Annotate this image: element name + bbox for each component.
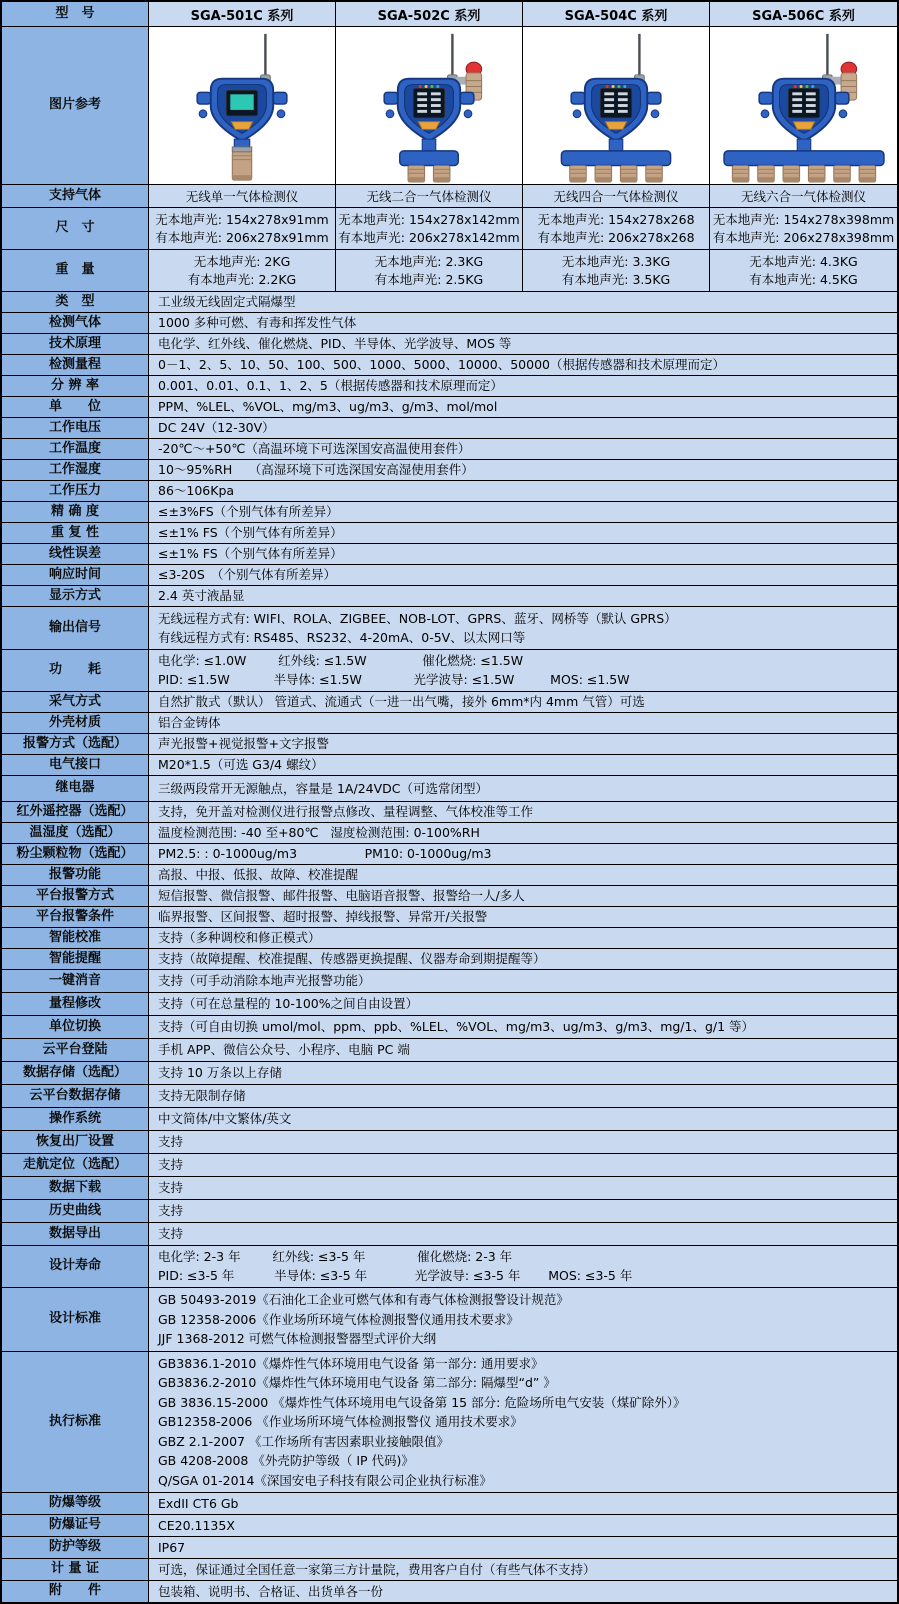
- row-value-line: PM2.5: : 0-1000ug/m3 PM10: 0-1000ug/m3: [158, 846, 492, 862]
- row-label: 计 量 证: [2, 1559, 149, 1580]
- row-value: [149, 802, 897, 822]
- row-value-line: IP67: [158, 1539, 186, 1555]
- row-label: 精 确 度: [2, 502, 149, 522]
- row-value-line: 支持: [158, 1134, 184, 1150]
- spec-row: [2, 1062, 897, 1085]
- row-value: [149, 1559, 897, 1580]
- row-label: 数据下载: [2, 1177, 149, 1199]
- row-value-line: 0.001、0.01、0.1、1、2、5（根据传感器和技术原理而定）: [158, 378, 503, 394]
- row-value: [149, 1352, 897, 1492]
- device-cell: [710, 27, 897, 184]
- row-value-line: 支持: [158, 1226, 184, 1242]
- row-value-line: 86～106Kpa: [158, 483, 235, 499]
- row-label: 温湿度（选配）: [2, 823, 149, 843]
- spec-row: [2, 844, 897, 865]
- spec-row: [2, 1493, 897, 1515]
- row-value: [149, 481, 897, 501]
- row-label: 一键消音: [2, 970, 149, 992]
- row-value-line: 短信报警、微信报警、邮件报警、电脑语音报警、报警给一人/多人: [158, 888, 525, 904]
- header-model-sga-502c: SGA-502C 系列: [336, 2, 523, 26]
- row-label: 采气方式: [2, 692, 149, 712]
- spec-row: [2, 802, 897, 823]
- spec-row: [2, 460, 897, 481]
- gas-detector-image-2: [336, 28, 522, 184]
- header-model-sga-506c: SGA-506C 系列: [710, 2, 897, 26]
- spec-row: [2, 970, 897, 993]
- spec-row: [2, 1223, 897, 1246]
- row-label: 恢复出厂设置: [2, 1131, 149, 1153]
- row-value: [149, 523, 897, 543]
- row-label: 图片参考: [2, 27, 149, 184]
- spec-row: [2, 292, 897, 313]
- row-value-line: JJF 1368-2012 可燃气体检测报警器型式评价大纲: [158, 1331, 437, 1347]
- row-value: [149, 292, 897, 312]
- row-value-line: 支持 10 万条以上存储: [158, 1065, 282, 1081]
- row-value-line: 临界报警、区间报警、超时报警、掉线报警、异常开/关报警: [158, 909, 488, 925]
- row-value-line: 声光报警+视觉报警+文字报警: [158, 736, 329, 752]
- row-label: 响应时间: [2, 565, 149, 585]
- row-label: 防护等级: [2, 1537, 149, 1558]
- row-label: 工作湿度: [2, 460, 149, 480]
- row-value-line: 电化学: ≤1.0W 红外线: ≤1.5W 催化燃烧: ≤1.5W: [158, 653, 524, 669]
- row-value: [149, 1016, 897, 1038]
- row-value-line: 0－1、2、5、10、50、100、500、1000、5000、10000、50000（根据传感器和技术原理而定）: [158, 357, 725, 373]
- row-value-line: 三级两段常开无源触点，容量是 1A/24VDC（可选常闭型）: [158, 780, 488, 796]
- spec-row: [2, 376, 897, 397]
- row-value: [149, 1288, 897, 1351]
- row-value: [149, 1246, 897, 1287]
- model-value-line: 有本地声光: 2.2KG: [187, 272, 297, 288]
- row-value-line: GB 4208-2008 《外壳防护等级（ IP 代码)》: [158, 1453, 414, 1469]
- row-value-line: 支持无限制存储: [158, 1088, 246, 1104]
- row-label: 显示方式: [2, 586, 149, 606]
- spec-row: [2, 565, 897, 586]
- spec-row: [2, 334, 897, 355]
- row-value-line: 支持（可在总量程的 10-100%之间自由设置）: [158, 996, 419, 1012]
- row-value: [149, 1062, 897, 1084]
- row-value-line: GB 3836.15-2000 《爆炸性气体环境用电气设备第 15 部分: 危险场所电气安装（煤矿除外）》: [158, 1394, 686, 1410]
- row-value-line: 支持: [158, 1157, 184, 1173]
- model-spec-row: [2, 208, 897, 250]
- row-value: [149, 502, 897, 522]
- spec-row: [2, 397, 897, 418]
- model-value-cell: [149, 208, 336, 249]
- row-value: [149, 1108, 897, 1130]
- row-label: 检测量程: [2, 355, 149, 375]
- spec-row: [2, 1016, 897, 1039]
- row-value-line: 支持，免开盖对检测仪进行报警点修改、量程调整、气体校准等工作: [158, 804, 534, 820]
- row-label: 继电器: [2, 776, 149, 801]
- spec-row: [2, 544, 897, 565]
- model-value-line: 有本地声光: 206x278x91mm: [155, 230, 329, 246]
- spec-row: [2, 1039, 897, 1062]
- spec-row: [2, 865, 897, 886]
- row-value-line: M20*1.5（可选 G3/4 螺纹）: [158, 757, 324, 773]
- row-value-line: PID: ≤3-5 年 半导体: ≤3-5 年 光学波导: ≤3-5 年 MOS: ≤3-5 年: [158, 1268, 633, 1284]
- row-value: [149, 692, 897, 712]
- row-label: 数据导出: [2, 1223, 149, 1245]
- row-label: 外壳材质: [2, 713, 149, 733]
- header-model-label: 型 号: [2, 2, 149, 26]
- row-label: 平台报警方式: [2, 886, 149, 906]
- model-spec-row: [2, 250, 897, 292]
- model-value-line: 有本地声光: 206x278x268: [537, 230, 695, 246]
- row-value: [149, 1177, 897, 1199]
- row-value-line: 铝合金铸体: [158, 715, 221, 731]
- row-value: [149, 1154, 897, 1176]
- row-label: 执行标准: [2, 1352, 149, 1492]
- device-cell: [523, 27, 710, 184]
- spec-row: [2, 1559, 897, 1581]
- model-value-cell: [149, 185, 336, 207]
- row-value: [149, 1131, 897, 1153]
- row-label: 检测气体: [2, 313, 149, 333]
- gas-detector-image-3: [523, 28, 709, 184]
- spec-row: [2, 439, 897, 460]
- row-value-line: 有线远程方式有: RS485、RS232、4-20mA、0-5V、以太网口等: [158, 629, 526, 645]
- row-value: [149, 993, 897, 1015]
- row-value-line: 包装箱、说明书、合格证、出货单各一份: [158, 1583, 384, 1599]
- row-label: 输出信号: [2, 607, 149, 649]
- model-value-line: 无本地声光: 4.3KG: [749, 253, 858, 269]
- model-value-line: 有本地声光: 4.5KG: [749, 272, 858, 288]
- spec-row: [2, 1352, 897, 1493]
- row-value: [149, 907, 897, 927]
- gas-detector-image-1: [149, 28, 335, 184]
- row-label: 粉尘颗粒物（选配）: [2, 844, 149, 864]
- model-value-line: 无线单一气体检测仪: [185, 188, 299, 204]
- row-label: 重 复 性: [2, 523, 149, 543]
- row-value-line: 中文简体/中文繁体/英文: [158, 1111, 292, 1127]
- row-value-line: GB 12358-2006《作业场所环境气体检测报警仪通用技术要求》: [158, 1311, 519, 1327]
- model-value-line: 有本地声光: 2.5KG: [374, 272, 484, 288]
- spec-row: [2, 949, 897, 970]
- spec-row: [2, 776, 897, 802]
- row-value: [149, 844, 897, 864]
- row-value: [149, 439, 897, 459]
- row-value: [149, 865, 897, 885]
- model-value-cell: [710, 185, 897, 207]
- row-label: 功 耗: [2, 650, 149, 691]
- row-value-line: PPM、%LEL、%VOL、mg/m3、ug/m3、g/m3、mol/mol: [158, 399, 498, 415]
- model-value-line: 无线六合一气体检测仪: [740, 188, 866, 204]
- model-value-line: 有本地声光: 206x278x142mm: [338, 230, 520, 246]
- row-value: [149, 313, 897, 333]
- row-label: 数据存储（选配）: [2, 1062, 149, 1084]
- row-value-line: 温度检测范围: -40 至+80℃ 湿度检测范围: 0-100%RH: [158, 825, 480, 841]
- spec-row: [2, 418, 897, 439]
- model-value-line: 无本地声光: 154x278x142mm: [338, 211, 520, 227]
- spec-row: [2, 1085, 897, 1108]
- row-value: [149, 1200, 897, 1222]
- model-value-line: 无本地声光: 154x278x91mm: [155, 211, 329, 227]
- row-label: 防爆证号: [2, 1515, 149, 1536]
- row-label: 报警功能: [2, 865, 149, 885]
- row-value-line: 10～95%RH （高湿环境下可选深国安高湿使用套件）: [158, 462, 474, 478]
- row-value-line: Q/SGA 01-2014《深国安电子科技有限公司企业执行标准》: [158, 1472, 492, 1488]
- row-value-line: PID: ≤1.5W 半导体: ≤1.5W 光学波导: ≤1.5W MOS: ≤1.5W: [158, 672, 630, 688]
- row-label: 尺 寸: [2, 208, 149, 249]
- model-value-cell: [149, 250, 336, 291]
- model-value-line: 无本地声光: 3.3KG: [561, 253, 671, 269]
- spec-row: [2, 734, 897, 755]
- image-row: [2, 27, 897, 185]
- spec-row: [2, 1246, 897, 1288]
- row-value: [149, 1515, 897, 1536]
- row-label: 附 件: [2, 1581, 149, 1602]
- row-value-line: 支持: [158, 1203, 184, 1219]
- row-value-line: GB3836.2-2010《爆炸性气体环境用电气设备 第二部分: 隔爆型“d” 》: [158, 1375, 556, 1391]
- row-label: 云平台数据存储: [2, 1085, 149, 1107]
- spec-row: [2, 481, 897, 502]
- model-value-cell: [336, 208, 523, 249]
- row-value-line: 支持: [158, 1180, 184, 1196]
- spec-row: [2, 1581, 897, 1602]
- row-label: 云平台登陆: [2, 1039, 149, 1061]
- row-label: 操作系统: [2, 1108, 149, 1130]
- row-label: 类 型: [2, 292, 149, 312]
- row-value: [149, 1085, 897, 1107]
- spec-row: [2, 1177, 897, 1200]
- row-label: 红外遥控器（选配）: [2, 802, 149, 822]
- row-value-line: 无线远程方式有: WIFI、ROLA、ZIGBEE、NOB-LOT、GPRS、蓝牙、网桥等（默认 GPRS）: [158, 610, 677, 626]
- spec-row: [2, 1515, 897, 1537]
- row-value: [149, 565, 897, 585]
- spec-row: [2, 1131, 897, 1154]
- row-value: [149, 355, 897, 375]
- row-value: [149, 755, 897, 775]
- row-label: 技术原理: [2, 334, 149, 354]
- spec-row: [2, 692, 897, 713]
- model-value-cell: [523, 208, 710, 249]
- row-label: 报警方式（选配）: [2, 734, 149, 754]
- row-label: 设计标准: [2, 1288, 149, 1351]
- spec-row: [2, 313, 897, 334]
- row-value: [149, 776, 897, 801]
- row-value: [149, 886, 897, 906]
- row-value-line: ExdII CT6 Gb: [158, 1495, 239, 1511]
- row-label: 智能校准: [2, 928, 149, 948]
- row-value: [149, 713, 897, 733]
- row-label: 量程修改: [2, 993, 149, 1015]
- row-value: [149, 418, 897, 438]
- row-value: [149, 1223, 897, 1245]
- row-label: 电气接口: [2, 755, 149, 775]
- row-value-line: 工业级无线固定式隔爆型: [158, 294, 296, 310]
- device-cell: [336, 27, 523, 184]
- row-value: [149, 460, 897, 480]
- model-value-cell: [710, 250, 897, 291]
- row-label: 走航定位（选配）: [2, 1154, 149, 1176]
- header-row: [2, 2, 897, 27]
- model-value-line: 无本地声光: 154x278x398mm: [712, 211, 895, 227]
- spec-row: [2, 1200, 897, 1223]
- spec-row: [2, 755, 897, 776]
- spec-row: [2, 886, 897, 907]
- spec-row: [2, 650, 897, 692]
- row-label: 工作电压: [2, 418, 149, 438]
- row-value-line: DC 24V（12-30V）: [158, 420, 275, 436]
- row-label: 防爆等级: [2, 1493, 149, 1514]
- model-value-line: 有本地声光: 206x278x398mm: [712, 230, 895, 246]
- row-value: [149, 586, 897, 606]
- row-value-line: CE20.1135X: [158, 1517, 235, 1533]
- row-value: [149, 376, 897, 396]
- row-value: [149, 1537, 897, 1558]
- model-value-cell: [336, 250, 523, 291]
- row-label: 线性误差: [2, 544, 149, 564]
- model-value-line: 无本地声光: 2.3KG: [374, 253, 484, 269]
- row-label: 设计寿命: [2, 1246, 149, 1287]
- row-value: [149, 544, 897, 564]
- row-value-line: -20℃～+50℃（高温环境下可选深国安高温使用套件）: [158, 441, 471, 457]
- spec-row: [2, 607, 897, 650]
- model-value-line: 无线四合一气体检测仪: [553, 188, 679, 204]
- row-label: 单位切换: [2, 1016, 149, 1038]
- gas-detector-image-4: [711, 28, 897, 184]
- row-value: [149, 650, 897, 691]
- row-value-line: 支持（多种调校和修正模式）: [158, 930, 321, 946]
- row-value-line: 可选，保证通过全国任意一家第三方计量院，费用客户自付（有些气体不支持）: [158, 1561, 596, 1577]
- row-value-line: ≤±1% FS（个别气体有所差异）: [158, 525, 343, 541]
- row-value-line: GB 50493-2019《石油化工企业可燃气体和有毒气体检测报警设计规范》: [158, 1292, 569, 1308]
- row-label: 支持气体: [2, 185, 149, 207]
- model-spec-row: [2, 185, 897, 208]
- spec-row: [2, 993, 897, 1016]
- model-value-line: 无本地声光: 2KG: [193, 253, 291, 269]
- row-label: 平台报警条件: [2, 907, 149, 927]
- row-label: 工作压力: [2, 481, 149, 501]
- row-value: [149, 1039, 897, 1061]
- row-value-line: 高报、中报、低报、故障、校准提醒: [158, 867, 359, 883]
- spec-row: [2, 907, 897, 928]
- row-label: 智能提醒: [2, 949, 149, 969]
- row-value-line: 2.4 英寸液晶显: [158, 588, 245, 604]
- device-cell: [149, 27, 336, 184]
- row-value-line: 自然扩散式（默认） 管道式、流通式（一进一出气嘴，接外 6mm*内 4mm 气管）可选: [158, 694, 645, 710]
- row-value: [149, 928, 897, 948]
- spec-row: [2, 1108, 897, 1131]
- row-value: [149, 334, 897, 354]
- model-value-line: 有本地声光: 3.5KG: [561, 272, 671, 288]
- model-value-cell: [710, 208, 897, 249]
- row-value: [149, 970, 897, 992]
- row-label: 历史曲线: [2, 1200, 149, 1222]
- row-label: 分 辨 率: [2, 376, 149, 396]
- model-value-line: 无本地声光: 154x278x268: [537, 211, 695, 227]
- row-value-line: ≤±3%FS（个别气体有所差异）: [158, 504, 339, 520]
- model-value-cell: [523, 185, 710, 207]
- row-value: [149, 823, 897, 843]
- model-value-line: 无线二合一气体检测仪: [366, 188, 492, 204]
- spec-row: [2, 1288, 897, 1352]
- model-value-cell: [523, 250, 710, 291]
- header-model-sga-501c: SGA-501C 系列: [149, 2, 336, 26]
- row-value: [149, 397, 897, 417]
- row-value-line: 手机 APP、微信公众号、小程序、电脑 PC 端: [158, 1042, 410, 1058]
- spec-row: [2, 586, 897, 607]
- row-value-line: 1000 多种可燃、有毒和挥发性气体: [158, 315, 357, 331]
- row-label: 工作温度: [2, 439, 149, 459]
- spec-row: [2, 355, 897, 376]
- row-value: [149, 949, 897, 969]
- row-value: [149, 734, 897, 754]
- row-value-line: GBZ 2.1-2007 《工作场所有害因素职业接触限值》: [158, 1433, 449, 1449]
- row-value-line: 支持（可自由切换 umol/mol、ppm、ppb、%LEL、%VOL、mg/m3、ug/m3、g/m3、mg/1、g/1 等）: [158, 1019, 755, 1035]
- spec-row: [2, 1537, 897, 1559]
- spec-row: [2, 823, 897, 844]
- row-value-line: GB3836.1-2010《爆炸性气体环境用电气设备 第一部分: 通用要求》: [158, 1355, 544, 1371]
- row-value: [149, 1493, 897, 1514]
- row-label: 单 位: [2, 397, 149, 417]
- row-label: 重 量: [2, 250, 149, 291]
- row-value: [149, 1581, 897, 1602]
- row-value-line: GB12358-2006 《作业场所环境气体检测报警仪 通用技术要求》: [158, 1414, 523, 1430]
- spec-row: [2, 523, 897, 544]
- row-value-line: 支持（可手动消除本地声光报警功能）: [158, 973, 371, 989]
- row-value-line: 电化学: 2-3 年 红外线: ≤3-5 年 催化燃烧: 2-3 年: [158, 1249, 513, 1265]
- row-value-line: 支持（故障提醒、校准提醒、传感器更换提醒、仪器寿命到期提醒等）: [158, 951, 546, 967]
- row-value-line: 电化学、红外线、催化燃烧、PID、半导体、光学波导、MOS 等: [158, 336, 512, 352]
- header-model-sga-504c: SGA-504C 系列: [523, 2, 710, 26]
- row-value: [149, 607, 897, 649]
- spec-row: [2, 502, 897, 523]
- spec-row: [2, 713, 897, 734]
- spec-row: [2, 1154, 897, 1177]
- row-value-line: ≤±1% FS（个别气体有所差异）: [158, 546, 343, 562]
- spec-row: [2, 928, 897, 949]
- row-value-line: ≤3-20S （个别气体有所差异）: [158, 567, 337, 583]
- model-value-cell: [336, 185, 523, 207]
